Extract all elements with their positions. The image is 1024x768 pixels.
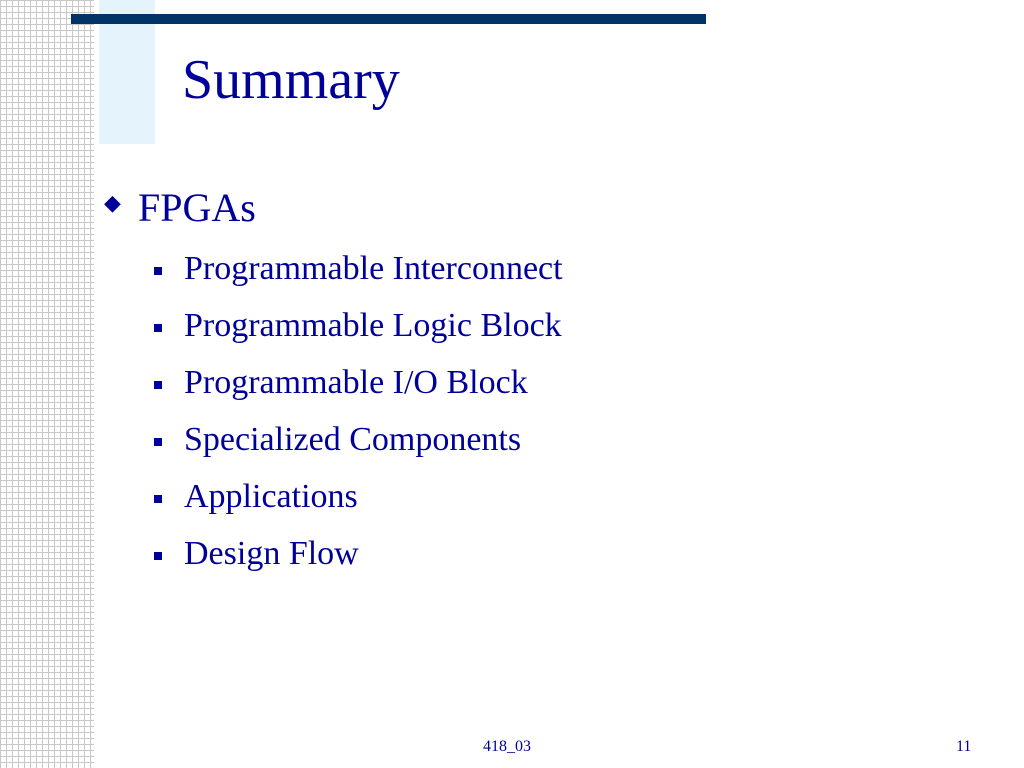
sub-bullet-list: [104, 240, 984, 582]
square-icon: [154, 267, 162, 275]
sub-bullet-label: Applications: [184, 477, 358, 515]
slide-title: Summary: [182, 49, 400, 111]
sub-bullet-label: Programmable Logic Block: [184, 306, 562, 344]
footer-page-number: 11: [956, 738, 972, 755]
grid-pattern-strip: [0, 0, 94, 768]
sub-bullet-item: [104, 525, 984, 582]
bullet-item: [104, 182, 984, 232]
title-bar: [71, 14, 706, 24]
footer-course-code: 418_03: [483, 738, 531, 755]
sub-bullet-label: Specialized Components: [184, 420, 522, 458]
bullet-list: [104, 182, 984, 582]
sub-bullet-item: [104, 240, 984, 297]
square-icon: [154, 381, 162, 389]
sub-bullet-label: Programmable I/O Block: [184, 363, 528, 401]
square-icon: [154, 495, 162, 503]
sub-bullet-item: [104, 411, 984, 468]
sub-bullet-item: [104, 468, 984, 525]
square-icon: [154, 552, 162, 560]
square-icon: [154, 324, 162, 332]
square-icon: [154, 438, 162, 446]
bullet-label: FPGAs: [138, 184, 256, 230]
sub-bullet-label: Programmable Interconnect: [184, 249, 563, 287]
sub-bullet-label: Design Flow: [184, 534, 359, 572]
sub-bullet-item: [104, 354, 984, 411]
diamond-icon: ◆: [104, 190, 121, 215]
sub-bullet-item: [104, 297, 984, 354]
